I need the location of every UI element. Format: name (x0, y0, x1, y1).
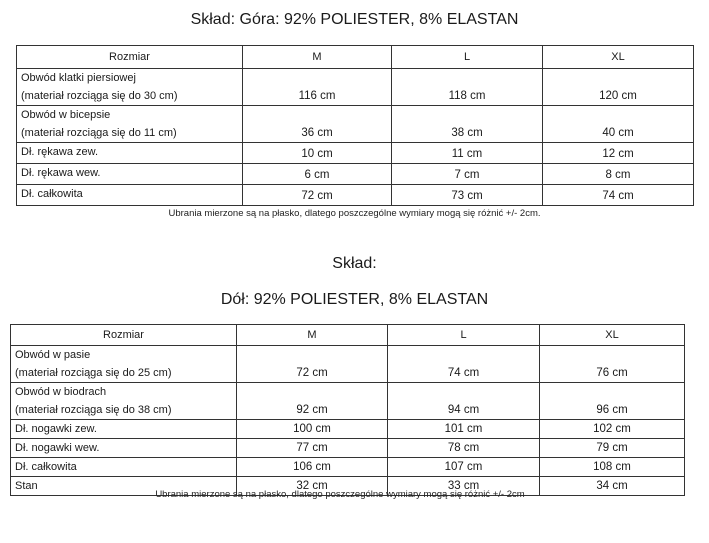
measurement-name: Dł. nogawki zew. (15, 423, 97, 435)
stretch-note: (materiał rozciąga się do 38 cm) (15, 404, 172, 416)
size-value: 7 cm (392, 164, 543, 185)
measurement-label (17, 106, 243, 143)
size-value: 40 cm (543, 106, 694, 143)
size-value: 32 cm (237, 477, 388, 496)
measurement-name: Obwód klatki piersiowej (21, 72, 136, 84)
measurement-label (17, 164, 243, 185)
size-value: 76 cm (540, 346, 685, 383)
size-value: 33 cm (388, 477, 540, 496)
measurement-label (17, 143, 243, 164)
measurement-name: Dł. całkowita (21, 188, 83, 200)
table-row (11, 439, 685, 458)
measurement-label (17, 185, 243, 206)
measurement-name: Dł. rękawa wew. (21, 167, 101, 179)
size-value: 78 cm (388, 439, 540, 458)
table-row (11, 383, 685, 420)
size-value: 92 cm (237, 383, 388, 420)
size-value: 11 cm (392, 143, 543, 164)
size-value: 77 cm (237, 439, 388, 458)
measurement-name: Dł. nogawki wew. (15, 442, 100, 454)
size-value: 38 cm (392, 106, 543, 143)
table-row (11, 420, 685, 439)
measurement-label (11, 458, 237, 477)
stretch-note: (materiał rozciąga się do 11 cm) (21, 127, 177, 139)
size-value: 120 cm (543, 69, 694, 106)
measurement-name: Dł. rękawa zew. (21, 146, 99, 158)
table-row (17, 143, 694, 164)
size-value: 74 cm (543, 185, 694, 206)
size-value: 100 cm (237, 420, 388, 439)
column-header-l: L (392, 46, 543, 69)
table-header-row (11, 325, 685, 346)
size-value: 73 cm (392, 185, 543, 206)
size-value: 8 cm (543, 164, 694, 185)
size-value: 108 cm (540, 458, 685, 477)
table-row (17, 69, 694, 106)
measurement-name: Obwód w bicepsie (21, 109, 111, 121)
measurement-label (11, 420, 237, 439)
size-value: 36 cm (243, 106, 392, 143)
column-header-m: M (237, 325, 388, 346)
stretch-note: (materiał rozciąga się do 30 cm) (21, 90, 178, 102)
top-measurement-note: Ubrania mierzone są na płasko, dlatego poszczególne wymiary mogą się różnić +/- 2cm. (168, 208, 541, 219)
size-value: 72 cm (243, 185, 392, 206)
size-value: 106 cm (237, 458, 388, 477)
table-row (11, 346, 685, 383)
size-value: 116 cm (243, 69, 392, 106)
size-value: 102 cm (540, 420, 685, 439)
size-value: 72 cm (237, 346, 388, 383)
size-value: 74 cm (388, 346, 540, 383)
table-row (11, 458, 685, 477)
column-header-size: Rozmiar (17, 46, 243, 69)
measurement-name: Stan (15, 480, 38, 492)
bottom-composition-label: Skład: (332, 255, 377, 272)
stretch-note: (materiał rozciąga się do 25 cm) (15, 367, 172, 379)
column-header-size: Rozmiar (11, 325, 237, 346)
column-header-l: L (388, 325, 540, 346)
size-value: 79 cm (540, 439, 685, 458)
size-value: 118 cm (392, 69, 543, 106)
table-header-row (17, 46, 694, 69)
table-row (17, 106, 694, 143)
measurement-name: Obwód w biodrach (15, 386, 107, 398)
measurement-label (11, 439, 237, 458)
size-value: 10 cm (243, 143, 392, 164)
bottom-composition-title: Dół: 92% POLIESTER, 8% ELASTAN (220, 291, 489, 308)
measurement-name: Dł. całkowita (15, 461, 77, 473)
size-value: 6 cm (243, 164, 392, 185)
bottom-size-table (10, 324, 685, 496)
table-row (17, 185, 694, 206)
top-size-table (16, 45, 694, 206)
bottom-measurement-note: Ubrania mierzone są na płasko, dlatego poszczególne wymiary mogą się różnić +/- 2cm (155, 489, 525, 500)
size-value: 94 cm (388, 383, 540, 420)
size-value: 12 cm (543, 143, 694, 164)
measurement-label (11, 346, 237, 383)
size-value: 107 cm (388, 458, 540, 477)
table-row (17, 164, 694, 185)
measurement-name: Obwód w pasie (15, 349, 91, 361)
column-header-xl: XL (543, 46, 694, 69)
size-value: 34 cm (540, 477, 685, 496)
column-header-xl: XL (540, 325, 685, 346)
measurement-label (17, 69, 243, 106)
top-composition-title: Skład: Góra: 92% POLIESTER, 8% ELASTAN (190, 11, 519, 28)
size-value: 96 cm (540, 383, 685, 420)
measurement-label (11, 383, 237, 420)
column-header-m: M (243, 46, 392, 69)
size-value: 101 cm (388, 420, 540, 439)
